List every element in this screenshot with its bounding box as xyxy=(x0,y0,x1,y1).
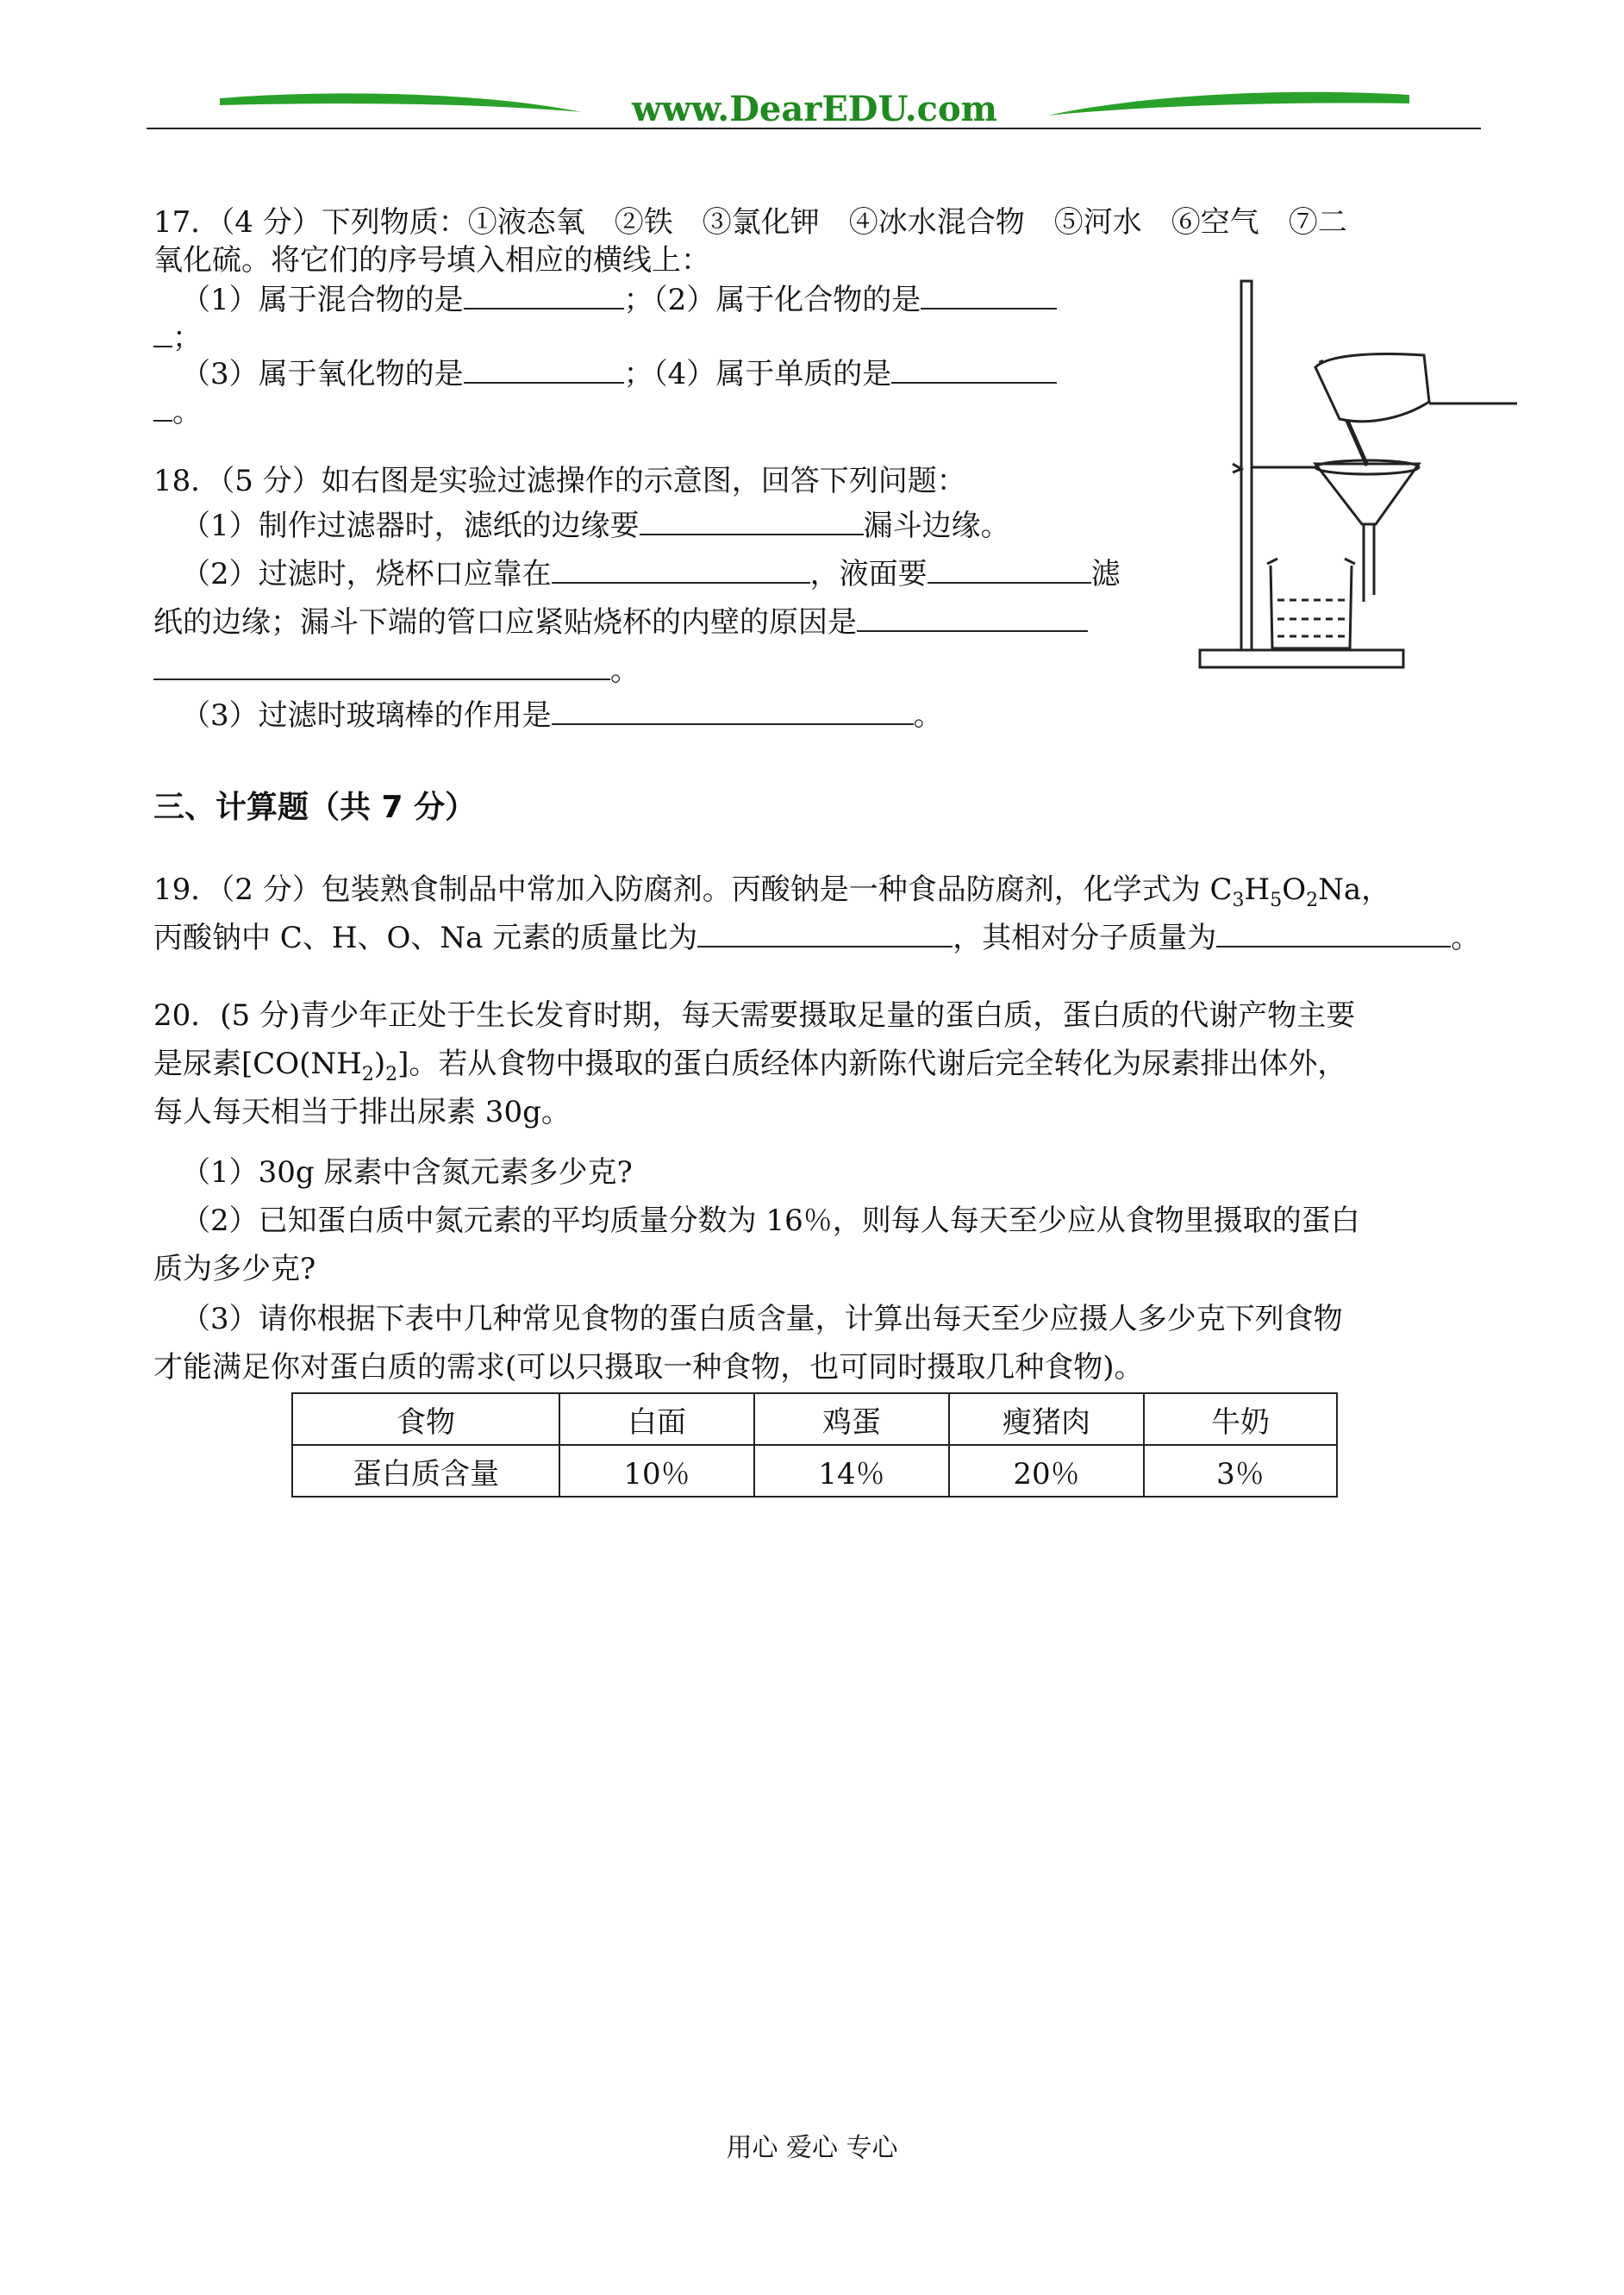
q20-sub-2-line-1: （2）已知蛋白质中氮元素的平均质量分数为 16％，则每人每天至少应从食物里摄取的蛋白 xyxy=(181,1204,1360,1238)
q17-part-3-4 xyxy=(181,355,1057,393)
q19-l2-mid: ，其相对分子质量为 xyxy=(953,921,1217,955)
q19-line-1 xyxy=(153,871,1390,920)
q18-s2-mid: ，液面要 xyxy=(809,557,928,591)
q17-prompt-4: ；（4）属于单质的是 xyxy=(623,357,892,391)
answer-blank[interactable] xyxy=(697,920,953,947)
answer-blank[interactable] xyxy=(928,556,1091,584)
table-cell: 20％ xyxy=(949,1445,1144,1497)
table-cell: 14％ xyxy=(754,1445,949,1497)
table-cell: 牛奶 xyxy=(1144,1393,1337,1445)
answer-blank[interactable] xyxy=(921,282,1057,310)
answer-blank[interactable] xyxy=(153,653,610,680)
answer-blank[interactable] xyxy=(640,508,864,535)
subscript: 5 xyxy=(1270,889,1283,911)
q18-s1-end: 漏斗边缘。 xyxy=(863,509,1010,543)
q17-part-1-2 xyxy=(181,281,1057,319)
q18-sub-3 xyxy=(181,697,943,735)
table-cell: 鸡蛋 xyxy=(754,1393,949,1445)
q18-sub-1 xyxy=(181,507,1010,545)
table-cell: 瘦猪肉 xyxy=(949,1393,1144,1445)
q17-line-2: 氧化硫。将它们的序号填入相应的横线上： xyxy=(153,243,710,278)
q17-part-2-wrap xyxy=(153,319,202,357)
protein-content-table xyxy=(291,1392,1338,1498)
logo-text: www.DearEDU.com xyxy=(631,89,998,129)
q17-prompt-1: （1）属于混合物的是 xyxy=(181,283,464,317)
answer-blank[interactable] xyxy=(464,282,624,310)
table-cell: 食物 xyxy=(292,1393,559,1445)
q19-o: O xyxy=(1282,872,1307,907)
table-cell: 3％ xyxy=(1144,1445,1337,1497)
q19-l2-text: 丙酸钠中 C、H、O、Na 元素的质量比为 xyxy=(153,921,698,955)
answer-blank[interactable] xyxy=(891,356,1057,384)
q18-sub-2 xyxy=(181,555,1121,593)
answer-blank[interactable] xyxy=(552,556,810,584)
q20-sub-1: （1）30g 尿素中含氮元素多少克? xyxy=(181,1155,633,1190)
pouring-beaker-icon xyxy=(1315,354,1429,422)
subscript: 3 xyxy=(1232,889,1245,911)
q20-sub-3-line-2: 才能满足你对蛋白质的需求(可以只摄取一种食物，也可同时摄取几种食物)。 xyxy=(153,1350,1144,1385)
q19-l2-end: 。 xyxy=(1451,921,1481,955)
header-divider xyxy=(147,128,1481,129)
section-title: 三、计算题（共 7 分） xyxy=(153,790,477,825)
q18-sub-2-cont xyxy=(153,603,1088,641)
q20-l2-text: 是尿素[CO(NH xyxy=(153,1047,362,1081)
table-cell: 蛋白质含量 xyxy=(292,1445,559,1497)
q19-l1-text: 19．（2 分）包装熟食制品中常加入防腐剂。丙酸钠是一种食品防腐剂，化学式为 C xyxy=(153,872,1233,907)
q20-l2-paren: ) xyxy=(373,1047,386,1081)
q19-line-2 xyxy=(153,919,1480,957)
q20-sub-2-line-2: 质为多少克? xyxy=(153,1252,316,1286)
q20-l2-rest: ]。若从食物中摄取的蛋白质经体内新陈代谢后完全转化为尿素排出体外， xyxy=(397,1047,1347,1081)
q20-line-3: 每人每天相当于排出尿素 30g。 xyxy=(153,1095,571,1129)
table-header-row xyxy=(292,1393,1337,1445)
green-swoosh-right-icon xyxy=(1047,92,1409,116)
q18-s3-text: （3）过滤时玻璃棒的作用是 xyxy=(181,698,552,733)
green-swoosh-left-icon xyxy=(220,93,582,112)
q17-tail-1: ； xyxy=(172,321,202,355)
site-logo xyxy=(220,86,1409,131)
funnel-stem-icon xyxy=(1364,524,1374,602)
subscript: 2 xyxy=(1306,889,1319,911)
q17-tail-2: 。 xyxy=(172,395,202,429)
q17-prompt-3: （3）属于氧化物的是 xyxy=(181,357,464,391)
q18-line-1: 18．（5 分）如右图是实验过滤操作的示意图，回答下列问题： xyxy=(153,464,966,498)
q20-sub-3-line-1: （3）请你根据下表中几种常见食物的蛋白质含量，计算出每天至少应摄人多少克下列食物 xyxy=(181,1302,1343,1336)
q18-s3-end: 。 xyxy=(913,698,943,733)
q18-s2-end: 滤 xyxy=(1090,557,1121,591)
page-footer: 用心 爱心 专心 xyxy=(726,2133,898,2163)
q17-part-4-wrap xyxy=(153,393,202,431)
stand-rod-icon xyxy=(1241,281,1252,650)
q20-line-1: 20．(5 分)青少年正处于生长发育时期，每天需要摄取足量的蛋白质，蛋白质的代谢产物主要 xyxy=(153,998,1356,1033)
answer-blank[interactable] xyxy=(1216,920,1451,947)
subscript: 2 xyxy=(361,1063,374,1085)
q19-na: Na， xyxy=(1318,872,1391,907)
q17-line-1: 17．（4 分）下列物质：①液态氧 ②铁 ③氯化钾 ④冰水混合物 ⑤河水 ⑥空气 ⑦二 xyxy=(153,205,1347,240)
table-cell: 白面 xyxy=(559,1393,754,1445)
q18-s1-text: （1）制作过滤器时，滤纸的边缘要 xyxy=(181,509,640,543)
answer-blank[interactable] xyxy=(857,604,1088,632)
subscript: 2 xyxy=(385,1063,398,1085)
beaker-lip-icon xyxy=(1267,559,1355,564)
answer-blank[interactable] xyxy=(153,320,172,347)
filtration-apparatus-figure xyxy=(1198,274,1526,685)
q20-line-2 xyxy=(153,1045,1346,1094)
q18-s2-cont-text: 纸的边缘；漏斗下端的管口应紧贴烧杯的内壁的原因是 xyxy=(153,605,857,640)
answer-blank[interactable] xyxy=(552,697,914,725)
answer-blank[interactable] xyxy=(153,394,172,422)
q17-prompt-2: ；（2）属于化合物的是 xyxy=(623,283,921,317)
q18-s2-final: 。 xyxy=(610,653,640,688)
stand-base-icon xyxy=(1200,650,1403,667)
q19-h: H xyxy=(1244,872,1271,907)
q18-s2-text: （2）过滤时，烧杯口应靠在 xyxy=(181,557,552,591)
table-row xyxy=(292,1445,1337,1497)
q18-sub-2-wrap xyxy=(153,652,640,690)
answer-blank[interactable] xyxy=(464,356,624,384)
table-cell: 10％ xyxy=(559,1445,754,1497)
